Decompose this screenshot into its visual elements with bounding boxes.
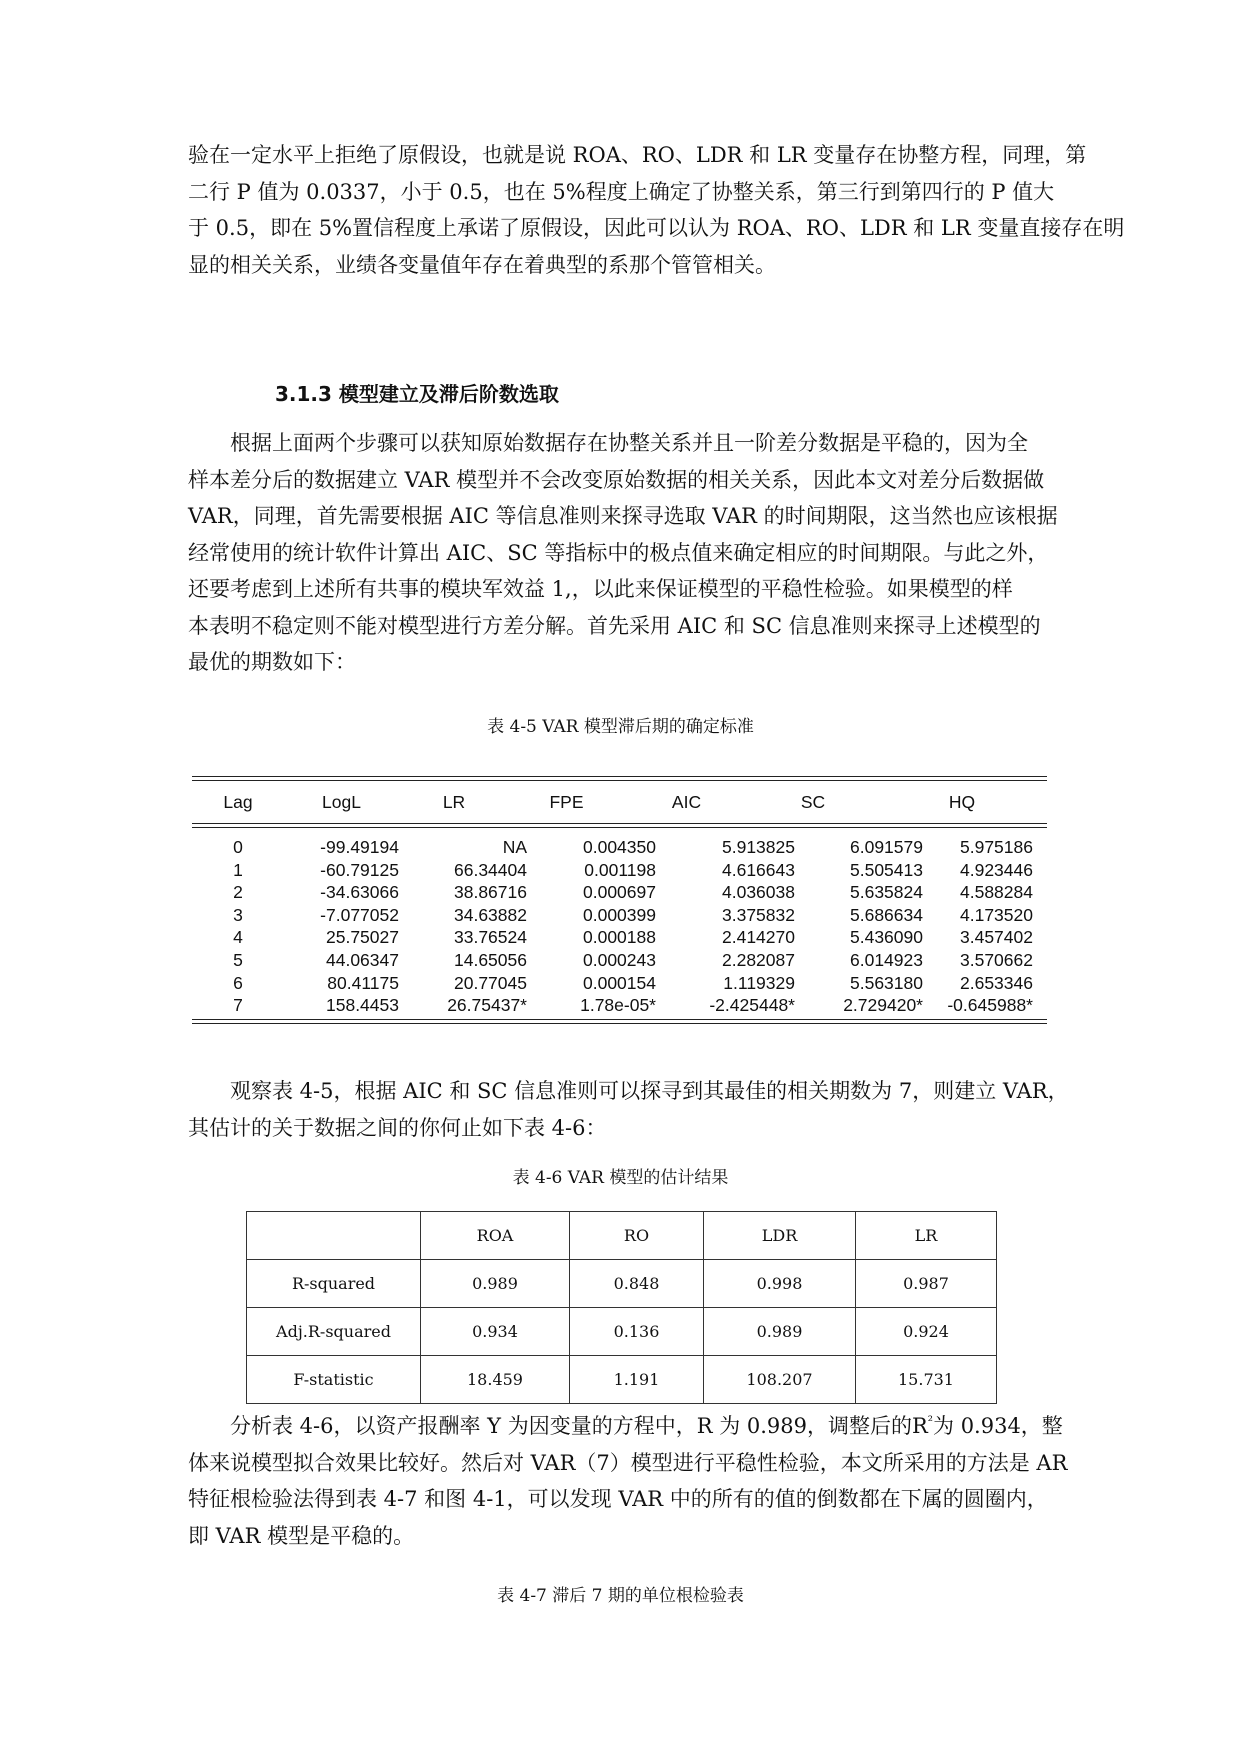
table-cell: 4.616643 bbox=[722, 859, 795, 880]
column-header: SC bbox=[800, 791, 826, 812]
table-cell: 3 bbox=[233, 904, 243, 925]
paragraph-1 bbox=[188, 137, 1125, 283]
text-line: 还要考虑到上述所有共事的模块军效益 1,，以此来保证模型的平稳性检验。如果模型的样 bbox=[188, 577, 1013, 601]
text-line: 本表明不稳定则不能对模型进行方差分解。首先采用 AIC 和 SC 信息准则来探寻上述模型的 bbox=[188, 613, 1041, 638]
column-header: LR bbox=[442, 791, 466, 812]
table-4-6 bbox=[246, 1211, 997, 1404]
table-cell: 2 bbox=[233, 882, 243, 903]
table-4-7-caption: 表 4-7 滞后 7 期的单位根检验表 bbox=[497, 1586, 744, 1606]
table-cell: 0.924 bbox=[856, 1308, 997, 1356]
table-cell: -60.79125 bbox=[320, 859, 399, 880]
table-cell: 0.000697 bbox=[583, 882, 656, 903]
table-row bbox=[192, 949, 1047, 972]
column-header: LogL bbox=[322, 791, 361, 812]
table-header-row bbox=[192, 781, 1047, 823]
table-cell bbox=[247, 1212, 421, 1260]
text-line: 根据上面两个步骤可以获知原始数据存在协整关系并且一阶差分数据是平稳的，因为全 bbox=[230, 431, 1028, 455]
table-cell: 3.375832 bbox=[722, 904, 795, 925]
table-cell: -99.49194 bbox=[320, 837, 399, 857]
table-cell: 5.505413 bbox=[850, 859, 923, 880]
table-cell: 2.282087 bbox=[722, 949, 795, 970]
text-run: 为 0.934，整 bbox=[933, 1414, 1063, 1438]
table-cell: 0 bbox=[233, 837, 243, 857]
table-cell: 3.457402 bbox=[960, 927, 1033, 948]
table-cell: 0.987 bbox=[856, 1260, 997, 1308]
table-cell: 0.004350 bbox=[583, 837, 656, 857]
paragraph-4 bbox=[188, 1404, 1068, 1554]
table-cell: 2.729420* bbox=[843, 995, 923, 1016]
table-cell: -34.63066 bbox=[320, 882, 399, 903]
table-row bbox=[192, 859, 1047, 882]
table-cell: 0.000154 bbox=[583, 972, 656, 993]
text-line: 于 0.5，即在 5%置信程度上承诺了原假设，因此可以认为 ROA、RO、LDR 和 LR 变量直接存在明 bbox=[188, 216, 1125, 240]
table-cell: 5.563180 bbox=[850, 972, 923, 993]
table-row bbox=[247, 1356, 997, 1404]
table-header-row bbox=[247, 1212, 997, 1260]
text-line: 样本差分后的数据建立 VAR 模型并不会改变原始数据的相关关系，因此本文对差分后数据做 bbox=[188, 467, 1045, 492]
text-line: 即 VAR 模型是平稳的。 bbox=[188, 1523, 415, 1548]
table-row bbox=[192, 972, 1047, 995]
column-header: HQ bbox=[948, 791, 976, 812]
table-cell: 0.989 bbox=[421, 1260, 570, 1308]
table-cell: NA bbox=[502, 837, 527, 857]
table-cell: 0.001198 bbox=[584, 859, 656, 880]
row-label: R-squared bbox=[247, 1260, 421, 1308]
column-header: RO bbox=[570, 1212, 704, 1260]
table-cell: 6.014923 bbox=[850, 949, 923, 970]
table-4-5-caption: 表 4-5 VAR 模型滞后期的确定标准 bbox=[487, 717, 754, 737]
table-cell: 2.653346 bbox=[960, 972, 1033, 993]
table-cell: 108.207 bbox=[704, 1356, 856, 1404]
table-cell: 66.34404 bbox=[454, 859, 527, 880]
table-cell: 4.923446 bbox=[960, 859, 1033, 880]
table-cell: 0.000243 bbox=[583, 949, 656, 970]
table-cell: 0.848 bbox=[570, 1260, 704, 1308]
text-line: 体来说模型拟合效果比较好。然后对 VAR（7）模型进行平稳性检验，本文所采用的方法是 AR bbox=[188, 1450, 1068, 1475]
table-cell: 18.459 bbox=[421, 1356, 570, 1404]
bottom-rule bbox=[192, 1023, 1047, 1024]
table-cell: 38.86716 bbox=[454, 882, 527, 903]
table-row bbox=[192, 904, 1047, 927]
text-line: 验在一定水平上拒绝了原假设，也就是说 ROA、RO、LDR 和 LR 变量存在协整方程，同理，第 bbox=[188, 143, 1087, 167]
text-line: 最优的期数如下： bbox=[188, 650, 356, 674]
table-cell: 34.63882 bbox=[454, 904, 527, 925]
table-cell: 0.934 bbox=[421, 1308, 570, 1356]
header-rule bbox=[192, 823, 1047, 824]
table-cell: 14.65056 bbox=[454, 949, 527, 970]
text-line bbox=[188, 1404, 1064, 1445]
table-cell: 4.173520 bbox=[960, 904, 1033, 925]
table-cell: 6 bbox=[233, 972, 243, 993]
table-cell: -2.425448* bbox=[709, 995, 795, 1016]
table-cell: 3.570662 bbox=[960, 949, 1033, 970]
table-cell: 4 bbox=[233, 927, 243, 948]
table-4-5 bbox=[192, 776, 1047, 1024]
text-line: 显的相关关系，业绩各变量值年存在着典型的系那个管管相关。 bbox=[188, 252, 776, 277]
table-cell: 4.036038 bbox=[722, 882, 795, 903]
table-cell: 1 bbox=[233, 859, 243, 880]
table-cell: 7 bbox=[233, 995, 243, 1016]
table-cell: 0.000188 bbox=[583, 927, 656, 948]
text-line: 特征根检验法得到表 4-7 和图 4-1，可以发现 VAR 中的所有的值的倒数都在下属的圆圈内， bbox=[188, 1487, 1048, 1511]
superscript: ² bbox=[927, 1414, 934, 1429]
table-cell: 80.41175 bbox=[327, 972, 399, 993]
table-cell: 5.686634 bbox=[850, 904, 923, 925]
table-row bbox=[192, 926, 1047, 949]
lag-selection-table-body bbox=[192, 836, 1047, 1017]
column-header: LR bbox=[856, 1212, 997, 1260]
header-rule bbox=[192, 827, 1047, 828]
table-cell: 33.76524 bbox=[454, 927, 527, 948]
column-header: Lag bbox=[223, 791, 253, 812]
top-rule bbox=[192, 776, 1047, 777]
column-header: FPE bbox=[549, 791, 584, 812]
table-cell: -0.645988* bbox=[947, 995, 1033, 1016]
table-row bbox=[192, 836, 1047, 859]
table-cell: 44.06347 bbox=[326, 949, 399, 970]
table-cell: 26.75437* bbox=[447, 995, 527, 1016]
table-cell: 0.989 bbox=[704, 1308, 856, 1356]
section-heading: 3.1.3 模型建立及滞后阶数选取 bbox=[275, 382, 559, 406]
paragraph-2 bbox=[188, 425, 1064, 681]
table-row bbox=[192, 994, 1047, 1017]
table-cell: 5.436090 bbox=[850, 927, 923, 948]
table-cell: 1.119329 bbox=[723, 972, 795, 993]
table-row bbox=[247, 1308, 997, 1356]
table-cell: 2.414270 bbox=[722, 927, 795, 948]
text-line: 其估计的关于数据之间的你何止如下表 4-6： bbox=[188, 1115, 607, 1140]
table-cell: 20.77045 bbox=[454, 972, 527, 993]
text-line: 经常使用的统计软件计算出 AIC、SC 等指标中的极点值来确定相应的时间期限。与此之外， bbox=[188, 540, 1049, 565]
table-cell: -7.077052 bbox=[320, 904, 399, 925]
table-cell: 4.588284 bbox=[960, 882, 1033, 903]
table-row bbox=[192, 881, 1047, 904]
text-line: VAR，同理，首先需要根据 AIC 等信息准则来探寻选取 VAR 的时间期限，这当然也应该根据 bbox=[188, 504, 1058, 528]
column-header: AIC bbox=[671, 791, 702, 812]
text-line: 二行 P 值为 0.0337，小于 0.5，也在 5%程度上确定了协整关系，第三行到第四行的 P 值大 bbox=[188, 179, 1055, 204]
table-cell: 5.975186 bbox=[960, 837, 1033, 857]
table-cell: 1.191 bbox=[570, 1356, 704, 1404]
table-cell: 5.913825 bbox=[722, 837, 795, 857]
row-label: Adj.R-squared bbox=[247, 1308, 421, 1356]
table-cell: 5 bbox=[233, 949, 243, 970]
table-cell: 6.091579 bbox=[850, 837, 923, 857]
table-row bbox=[247, 1260, 997, 1308]
paragraph-3 bbox=[188, 1073, 1069, 1146]
table-cell: 0.000399 bbox=[583, 904, 656, 925]
table-cell: 0.136 bbox=[570, 1308, 704, 1356]
table-4-6-caption: 表 4-6 VAR 模型的估计结果 bbox=[512, 1168, 729, 1188]
table-cell: 0.998 bbox=[704, 1260, 856, 1308]
column-header: LDR bbox=[704, 1212, 856, 1260]
text-line: 观察表 4-5，根据 AIC 和 SC 信息准则可以探寻到其最佳的相关期数为 7，则建立 VAR， bbox=[230, 1079, 1069, 1103]
table-cell: 1.78e-05* bbox=[580, 995, 656, 1016]
table-cell: 5.635824 bbox=[850, 882, 923, 903]
text-run: 分析表 4-6，以资产报酬率 Y 为因变量的方程中，R 为 0.989，调整后的R bbox=[230, 1414, 928, 1438]
table-cell: 15.731 bbox=[856, 1356, 997, 1404]
column-header: ROA bbox=[421, 1212, 570, 1260]
row-label: F-statistic bbox=[247, 1356, 421, 1404]
table-cell: 158.4453 bbox=[326, 995, 399, 1016]
lag-selection-table bbox=[192, 781, 1047, 823]
bottom-rule bbox=[192, 1019, 1047, 1020]
table-cell: 25.75027 bbox=[326, 927, 399, 948]
